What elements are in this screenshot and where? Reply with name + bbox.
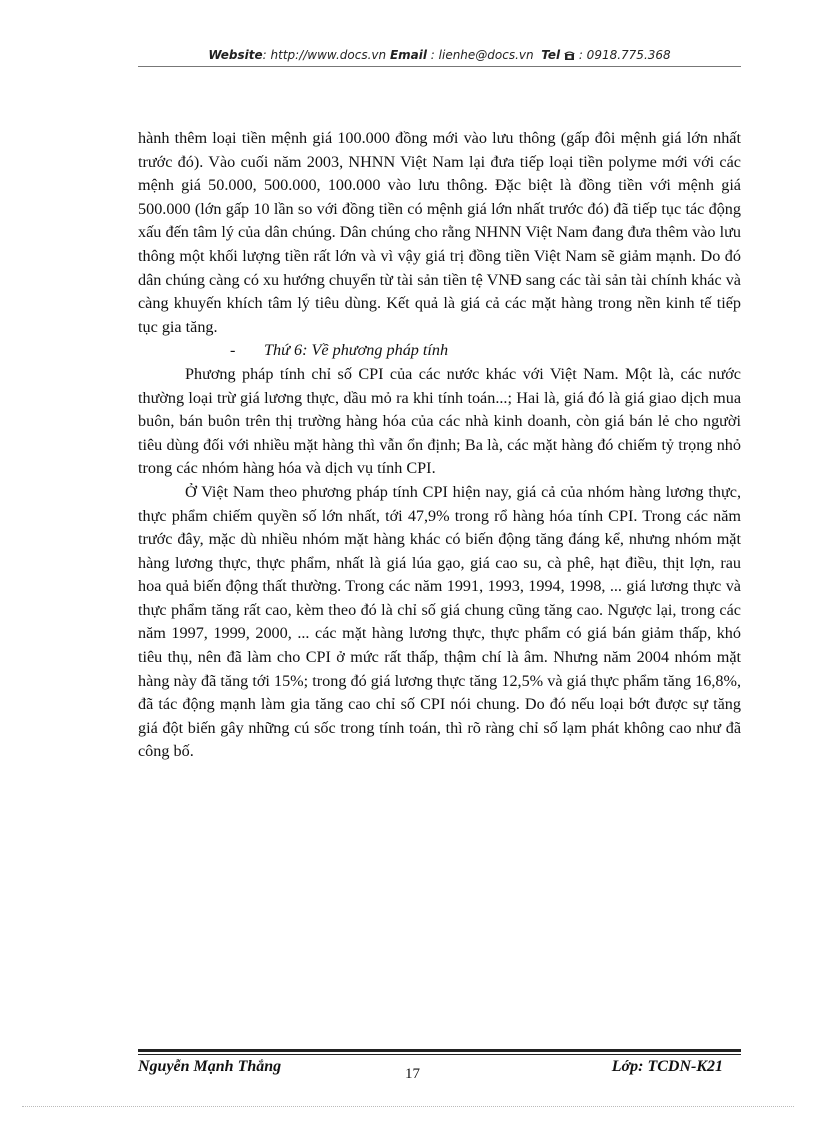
footer-class: Lớp: TCDN-K21 bbox=[611, 1058, 723, 1075]
footer-divider-thin bbox=[138, 1054, 741, 1055]
website-value: : http://www.docs.vn bbox=[262, 48, 387, 62]
email-value: : lienhe@docs.vn bbox=[430, 48, 534, 62]
section-subheading bbox=[138, 339, 741, 363]
page-bottom-border bbox=[22, 1106, 794, 1107]
phone-icon bbox=[564, 48, 579, 62]
subheading-dash: - bbox=[230, 341, 236, 360]
header-divider bbox=[138, 66, 741, 67]
footer-divider-thick bbox=[138, 1049, 741, 1052]
paragraph-vietnam-cpi: Ở Việt Nam theo phương pháp tính CPI hiện nay, giá cả của nhóm hàng lương thực, thực phẩm chiếm quyền số lớn nhất, tới 47,9% trong rổ hàng hóa tính CPI. Trong các năm trước đây, mặc dù nhiều nhóm mặt hàng khác có biến động tăng đáng kể, nhưng nhóm mặt hàng lương thực, thực phẩm, nhất là giá lúa gạo, giá cao su, cà phê, hạt điều, thịt lợn, rau hoa quả biến động thất thường. Trong các năm 1991, 1993, 1994, 1998, ... giá lương thực và thực phẩm tăng rất cao, kèm theo đó là chỉ số giá chung cũng tăng cao. Ngược lại, trong các năm 1997, 1999, 2000, ... các mặt hàng lương thực, thực phẩm có giá bán giảm thấp, khó tiêu thụ, nên đã làm cho CPI ở mức rất thấp, thậm chí là âm. Nhưng năm 2004 nhóm mặt hàng này đã tăng tới 15%; trong đó giá lương thực tăng 12,5% và giá thực phẩm tăng 16,8%, đã tác động mạnh làm gia tăng cao chỉ số CPI nói chung. Do đó nếu loại bớt được sự tăng giá đột biến gây những cú sốc trong tính toán, thì rõ ràng chỉ số lạm phát không cao như đã công bố. bbox=[138, 482, 741, 761]
tel-label: Tel bbox=[541, 48, 561, 62]
website-label: Website bbox=[208, 48, 263, 62]
tel-value: : 0918.775.368 bbox=[578, 48, 671, 62]
subheading-text: Thứ 6: Về phương pháp tính bbox=[264, 341, 449, 360]
page-number: 17 bbox=[405, 1066, 420, 1082]
paragraph-method: Phương pháp tính chỉ số CPI của các nước khác với Việt Nam. Một là, các nước thường loại trừ giá lương thực, dầu mỏ ra khi tính toán...; Hai là, giá đó là giá giao dịch mua buôn, bán buôn trên thị trường hàng hóa của các nhà kinh doanh, còn giá bán lẻ cho người tiêu dùng đối với nhiều mặt hàng thì vẫn ổn định; Ba là, các mặt hàng đó chiếm tỷ trọng nhỏ trong các nhóm hàng hóa và dịch vụ tính CPI. bbox=[138, 364, 741, 478]
page-header bbox=[138, 48, 741, 62]
footer-author: Nguyễn Mạnh Thắng bbox=[138, 1058, 282, 1075]
email-label: Email bbox=[389, 48, 427, 62]
paragraph-continuation: hành thêm loại tiền mệnh giá 100.000 đồng mới vào lưu thông (gấp đôi mệnh giá lớn nhất trước đó). Vào cuối năm 2003, NHNN Việt Nam lại đưa tiếp loại tiền polyme mới với các mệnh giá 50.000, 500.000, 100.000 vào lưu thông. Đặc biệt là đồng tiền với mệnh giá 500.000 (lớn gấp 10 lần so với đồng tiền có mệnh giá lớn nhất trước đó) đã tiếp tục tác động xấu đến tâm lý của dân chúng. Dân chúng cho rằng NHNN Việt Nam đang đưa thêm vào lưu thông một khối lượng tiền rất lớn và vì vậy giá trị đồng tiền Việt Nam sẽ giảm mạnh. Do đó dân chúng càng có xu hướng chuyển từ tài sản tiền tệ VNĐ sang các tài sản tài chính khác và càng khuyến khích tâm lý tiêu dùng. Kết quả là giá cả các mặt hàng trong nền kinh tế tiếp tục gia tăng. bbox=[138, 129, 741, 336]
document-body bbox=[138, 127, 741, 764]
